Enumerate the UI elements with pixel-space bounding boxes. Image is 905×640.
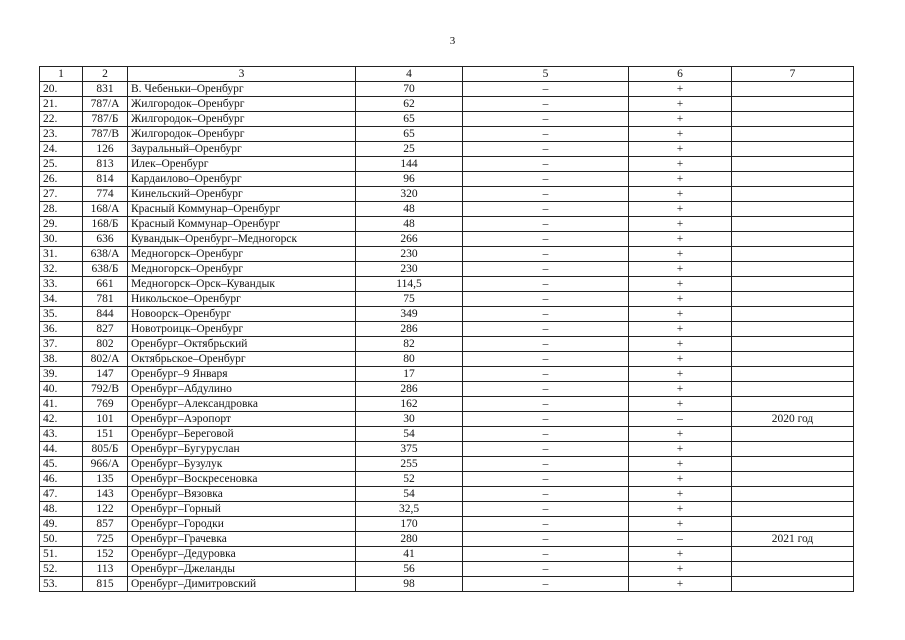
route-length: 70 xyxy=(356,82,463,97)
col-7-value xyxy=(732,187,854,202)
row-number: 38. xyxy=(40,352,83,367)
route-code: 636 xyxy=(83,232,128,247)
route-code: 126 xyxy=(83,142,128,157)
col-5-value: – xyxy=(463,157,629,172)
table-row xyxy=(40,142,854,157)
route-name: Медногорск–Оренбург xyxy=(128,247,356,262)
header-col-5: 5 xyxy=(463,67,629,82)
row-number: 29. xyxy=(40,217,83,232)
table-row xyxy=(40,127,854,142)
route-name: Оренбург–Дедуровка xyxy=(128,547,356,562)
table-row xyxy=(40,577,854,592)
table-row xyxy=(40,397,854,412)
route-code: 151 xyxy=(83,427,128,442)
col-5-value: – xyxy=(463,292,629,307)
table-row xyxy=(40,157,854,172)
route-code: 805/Б xyxy=(83,442,128,457)
route-name: Новоорск–Оренбург xyxy=(128,307,356,322)
col-5-value: – xyxy=(463,577,629,592)
route-length: 266 xyxy=(356,232,463,247)
col-7-value xyxy=(732,97,854,112)
col-7-value xyxy=(732,427,854,442)
col-5-value: – xyxy=(463,337,629,352)
col-7-value xyxy=(732,142,854,157)
table-header xyxy=(40,67,854,82)
route-length: 56 xyxy=(356,562,463,577)
col-7-value xyxy=(732,232,854,247)
col-5-value: – xyxy=(463,232,629,247)
route-name: Оренбург–9 Января xyxy=(128,367,356,382)
route-name: Октябрьское–Оренбург xyxy=(128,352,356,367)
col-6-value: + xyxy=(629,82,732,97)
route-code: 113 xyxy=(83,562,128,577)
row-number: 23. xyxy=(40,127,83,142)
table-row xyxy=(40,562,854,577)
table-row xyxy=(40,427,854,442)
row-number: 32. xyxy=(40,262,83,277)
row-number: 46. xyxy=(40,472,83,487)
col-7-value: 2020 год xyxy=(732,412,854,427)
col-6-value: + xyxy=(629,382,732,397)
col-7-value xyxy=(732,472,854,487)
route-code: 787/В xyxy=(83,127,128,142)
route-name: Медногорск–Орск–Кувандык xyxy=(128,277,356,292)
col-7-value xyxy=(732,322,854,337)
route-length: 54 xyxy=(356,487,463,502)
col-6-value: + xyxy=(629,172,732,187)
route-length: 62 xyxy=(356,97,463,112)
route-name: В. Чебеньки–Оренбург xyxy=(128,82,356,97)
route-name: Оренбург–Береговой xyxy=(128,427,356,442)
row-number: 27. xyxy=(40,187,83,202)
route-length: 17 xyxy=(356,367,463,382)
col-5-value: – xyxy=(463,502,629,517)
col-6-value: + xyxy=(629,577,732,592)
route-length: 320 xyxy=(356,187,463,202)
table-row xyxy=(40,187,854,202)
col-7-value xyxy=(732,487,854,502)
route-name: Зауральный–Оренбург xyxy=(128,142,356,157)
header-col-3: 3 xyxy=(128,67,356,82)
col-5-value: – xyxy=(463,367,629,382)
col-6-value: + xyxy=(629,277,732,292)
table-row xyxy=(40,547,854,562)
col-7-value xyxy=(732,277,854,292)
route-code: 168/А xyxy=(83,202,128,217)
col-5-value: – xyxy=(463,322,629,337)
route-length: 98 xyxy=(356,577,463,592)
route-code: 831 xyxy=(83,82,128,97)
route-name: Оренбург–Димитровский xyxy=(128,577,356,592)
row-number: 45. xyxy=(40,457,83,472)
header-col-6: 6 xyxy=(629,67,732,82)
route-name: Оренбург–Грачевка xyxy=(128,532,356,547)
table-body xyxy=(40,82,854,592)
route-length: 162 xyxy=(356,397,463,412)
route-length: 286 xyxy=(356,322,463,337)
route-length: 48 xyxy=(356,202,463,217)
route-length: 30 xyxy=(356,412,463,427)
route-length: 65 xyxy=(356,127,463,142)
route-length: 48 xyxy=(356,217,463,232)
col-5-value: – xyxy=(463,127,629,142)
table-row xyxy=(40,202,854,217)
table-row xyxy=(40,442,854,457)
route-code: 725 xyxy=(83,532,128,547)
col-6-value: + xyxy=(629,307,732,322)
route-name: Кардаилово–Оренбург xyxy=(128,172,356,187)
col-6-value: + xyxy=(629,502,732,517)
route-code: 787/А xyxy=(83,97,128,112)
route-code: 802/А xyxy=(83,352,128,367)
col-5-value: – xyxy=(463,427,629,442)
route-length: 114,5 xyxy=(356,277,463,292)
col-7-value xyxy=(732,262,854,277)
col-5-value: – xyxy=(463,517,629,532)
row-number: 20. xyxy=(40,82,83,97)
col-5-value: – xyxy=(463,262,629,277)
col-7-value xyxy=(732,547,854,562)
route-name: Оренбург–Горный xyxy=(128,502,356,517)
col-7-value xyxy=(732,307,854,322)
col-6-value: + xyxy=(629,472,732,487)
col-5-value: – xyxy=(463,82,629,97)
col-6-value: + xyxy=(629,352,732,367)
table-row xyxy=(40,532,854,547)
route-name: Красный Коммунар–Оренбург xyxy=(128,217,356,232)
col-6-value: + xyxy=(629,442,732,457)
header-col-1: 1 xyxy=(40,67,83,82)
table-row xyxy=(40,172,854,187)
col-7-value xyxy=(732,112,854,127)
col-6-value: + xyxy=(629,547,732,562)
col-6-value: + xyxy=(629,292,732,307)
col-7-value xyxy=(732,82,854,97)
route-name: Никольское–Оренбург xyxy=(128,292,356,307)
col-6-value: + xyxy=(629,457,732,472)
col-7-value xyxy=(732,157,854,172)
col-5-value: – xyxy=(463,382,629,397)
route-length: 170 xyxy=(356,517,463,532)
route-code: 122 xyxy=(83,502,128,517)
route-name: Оренбург–Абдулино xyxy=(128,382,356,397)
header-col-2: 2 xyxy=(83,67,128,82)
col-5-value: – xyxy=(463,532,629,547)
col-5-value: – xyxy=(463,142,629,157)
route-code: 774 xyxy=(83,187,128,202)
route-name: Оренбург–Джеланды xyxy=(128,562,356,577)
route-name: Оренбург–Бугуруслан xyxy=(128,442,356,457)
route-code: 135 xyxy=(83,472,128,487)
route-length: 25 xyxy=(356,142,463,157)
col-6-value: – xyxy=(629,532,732,547)
table-row xyxy=(40,232,854,247)
col-7-value xyxy=(732,457,854,472)
route-code: 143 xyxy=(83,487,128,502)
route-code: 966/А xyxy=(83,457,128,472)
col-5-value: – xyxy=(463,352,629,367)
col-7-value xyxy=(732,517,854,532)
row-number: 31. xyxy=(40,247,83,262)
col-5-value: – xyxy=(463,547,629,562)
route-length: 286 xyxy=(356,382,463,397)
col-6-value: + xyxy=(629,487,732,502)
table-row xyxy=(40,382,854,397)
col-6-value: + xyxy=(629,262,732,277)
route-length: 280 xyxy=(356,532,463,547)
route-code: 802 xyxy=(83,337,128,352)
route-code: 857 xyxy=(83,517,128,532)
route-name: Оренбург–Аэропорт xyxy=(128,412,356,427)
col-5-value: – xyxy=(463,472,629,487)
table-row xyxy=(40,277,854,292)
route-name: Оренбург–Октябрьский xyxy=(128,337,356,352)
col-5-value: – xyxy=(463,442,629,457)
table-row xyxy=(40,412,854,427)
row-number: 47. xyxy=(40,487,83,502)
route-code: 638/А xyxy=(83,247,128,262)
col-7-value: 2021 год xyxy=(732,532,854,547)
col-5-value: – xyxy=(463,172,629,187)
col-5-value: – xyxy=(463,307,629,322)
row-number: 51. xyxy=(40,547,83,562)
table-row xyxy=(40,367,854,382)
col-6-value: + xyxy=(629,97,732,112)
table-row xyxy=(40,292,854,307)
table-row xyxy=(40,307,854,322)
col-7-value xyxy=(732,352,854,367)
route-name: Оренбург–Александровка xyxy=(128,397,356,412)
row-number: 42. xyxy=(40,412,83,427)
route-name: Жилгородок–Оренбург xyxy=(128,97,356,112)
route-name: Оренбург–Воскресеновка xyxy=(128,472,356,487)
row-number: 25. xyxy=(40,157,83,172)
header-row xyxy=(40,67,854,82)
row-number: 39. xyxy=(40,367,83,382)
routes-table xyxy=(39,66,854,592)
route-name: Медногорск–Оренбург xyxy=(128,262,356,277)
col-5-value: – xyxy=(463,457,629,472)
route-code: 101 xyxy=(83,412,128,427)
route-name: Илек–Оренбург xyxy=(128,157,356,172)
route-code: 769 xyxy=(83,397,128,412)
route-code: 814 xyxy=(83,172,128,187)
col-5-value: – xyxy=(463,412,629,427)
col-7-value xyxy=(732,217,854,232)
row-number: 49. xyxy=(40,517,83,532)
route-length: 349 xyxy=(356,307,463,322)
col-6-value: + xyxy=(629,187,732,202)
route-code: 168/Б xyxy=(83,217,128,232)
row-number: 44. xyxy=(40,442,83,457)
header-col-7: 7 xyxy=(732,67,854,82)
row-number: 30. xyxy=(40,232,83,247)
col-7-value xyxy=(732,502,854,517)
col-5-value: – xyxy=(463,487,629,502)
col-5-value: – xyxy=(463,247,629,262)
col-6-value: + xyxy=(629,157,732,172)
col-7-value xyxy=(732,442,854,457)
table-row xyxy=(40,502,854,517)
table-row xyxy=(40,487,854,502)
row-number: 43. xyxy=(40,427,83,442)
route-length: 144 xyxy=(356,157,463,172)
route-length: 230 xyxy=(356,247,463,262)
route-name: Жилгородок–Оренбург xyxy=(128,127,356,142)
route-code: 147 xyxy=(83,367,128,382)
table-row xyxy=(40,217,854,232)
row-number: 22. xyxy=(40,112,83,127)
route-code: 792/В xyxy=(83,382,128,397)
col-6-value: + xyxy=(629,517,732,532)
row-number: 28. xyxy=(40,202,83,217)
route-name: Красный Коммунар–Оренбург xyxy=(128,202,356,217)
table-row xyxy=(40,112,854,127)
row-number: 34. xyxy=(40,292,83,307)
route-length: 96 xyxy=(356,172,463,187)
col-5-value: – xyxy=(463,97,629,112)
row-number: 40. xyxy=(40,382,83,397)
row-number: 52. xyxy=(40,562,83,577)
col-7-value xyxy=(732,247,854,262)
route-length: 230 xyxy=(356,262,463,277)
col-6-value: + xyxy=(629,247,732,262)
route-length: 52 xyxy=(356,472,463,487)
col-6-value: + xyxy=(629,322,732,337)
col-7-value xyxy=(732,292,854,307)
col-7-value xyxy=(732,172,854,187)
route-length: 32,5 xyxy=(356,502,463,517)
col-7-value xyxy=(732,127,854,142)
route-length: 75 xyxy=(356,292,463,307)
table-row xyxy=(40,457,854,472)
route-length: 255 xyxy=(356,457,463,472)
col-5-value: – xyxy=(463,112,629,127)
row-number: 37. xyxy=(40,337,83,352)
col-6-value: + xyxy=(629,337,732,352)
route-length: 65 xyxy=(356,112,463,127)
route-code: 638/Б xyxy=(83,262,128,277)
table-row xyxy=(40,517,854,532)
row-number: 33. xyxy=(40,277,83,292)
col-5-value: – xyxy=(463,562,629,577)
table-row xyxy=(40,262,854,277)
col-7-value xyxy=(732,577,854,592)
col-7-value xyxy=(732,397,854,412)
route-name: Жилгородок–Оренбург xyxy=(128,112,356,127)
table-row xyxy=(40,247,854,262)
route-length: 54 xyxy=(356,427,463,442)
route-code: 844 xyxy=(83,307,128,322)
table-row xyxy=(40,352,854,367)
row-number: 26. xyxy=(40,172,83,187)
row-number: 24. xyxy=(40,142,83,157)
route-length: 375 xyxy=(356,442,463,457)
col-7-value xyxy=(732,562,854,577)
route-name: Оренбург–Вязовка xyxy=(128,487,356,502)
col-6-value: + xyxy=(629,397,732,412)
col-6-value: + xyxy=(629,112,732,127)
row-number: 35. xyxy=(40,307,83,322)
table-row xyxy=(40,82,854,97)
col-6-value: + xyxy=(629,142,732,157)
col-6-value: + xyxy=(629,367,732,382)
route-length: 41 xyxy=(356,547,463,562)
col-5-value: – xyxy=(463,277,629,292)
col-6-value: + xyxy=(629,427,732,442)
col-6-value: + xyxy=(629,202,732,217)
row-number: 50. xyxy=(40,532,83,547)
route-length: 80 xyxy=(356,352,463,367)
row-number: 21. xyxy=(40,97,83,112)
route-name: Оренбург–Городки xyxy=(128,517,356,532)
route-name: Оренбург–Бузулук xyxy=(128,457,356,472)
col-7-value xyxy=(732,367,854,382)
col-7-value xyxy=(732,382,854,397)
col-6-value: + xyxy=(629,562,732,577)
route-code: 813 xyxy=(83,157,128,172)
col-7-value xyxy=(732,337,854,352)
table-row xyxy=(40,472,854,487)
route-code: 787/Б xyxy=(83,112,128,127)
route-code: 815 xyxy=(83,577,128,592)
table-row xyxy=(40,337,854,352)
table-row xyxy=(40,97,854,112)
route-code: 781 xyxy=(83,292,128,307)
col-5-value: – xyxy=(463,202,629,217)
route-name: Кувандык–Оренбург–Медногорск xyxy=(128,232,356,247)
col-6-value: – xyxy=(629,412,732,427)
col-6-value: + xyxy=(629,127,732,142)
col-7-value xyxy=(732,202,854,217)
route-name: Новотроицк–Оренбург xyxy=(128,322,356,337)
route-code: 661 xyxy=(83,277,128,292)
row-number: 48. xyxy=(40,502,83,517)
col-6-value: + xyxy=(629,232,732,247)
route-length: 82 xyxy=(356,337,463,352)
row-number: 36. xyxy=(40,322,83,337)
col-5-value: – xyxy=(463,217,629,232)
page-number: 3 xyxy=(449,35,456,47)
col-5-value: – xyxy=(463,187,629,202)
route-code: 152 xyxy=(83,547,128,562)
col-6-value: + xyxy=(629,217,732,232)
col-5-value: – xyxy=(463,397,629,412)
row-number: 53. xyxy=(40,577,83,592)
table-row xyxy=(40,322,854,337)
header-col-4: 4 xyxy=(356,67,463,82)
row-number: 41. xyxy=(40,397,83,412)
route-code: 827 xyxy=(83,322,128,337)
route-name: Кинельский–Оренбург xyxy=(128,187,356,202)
